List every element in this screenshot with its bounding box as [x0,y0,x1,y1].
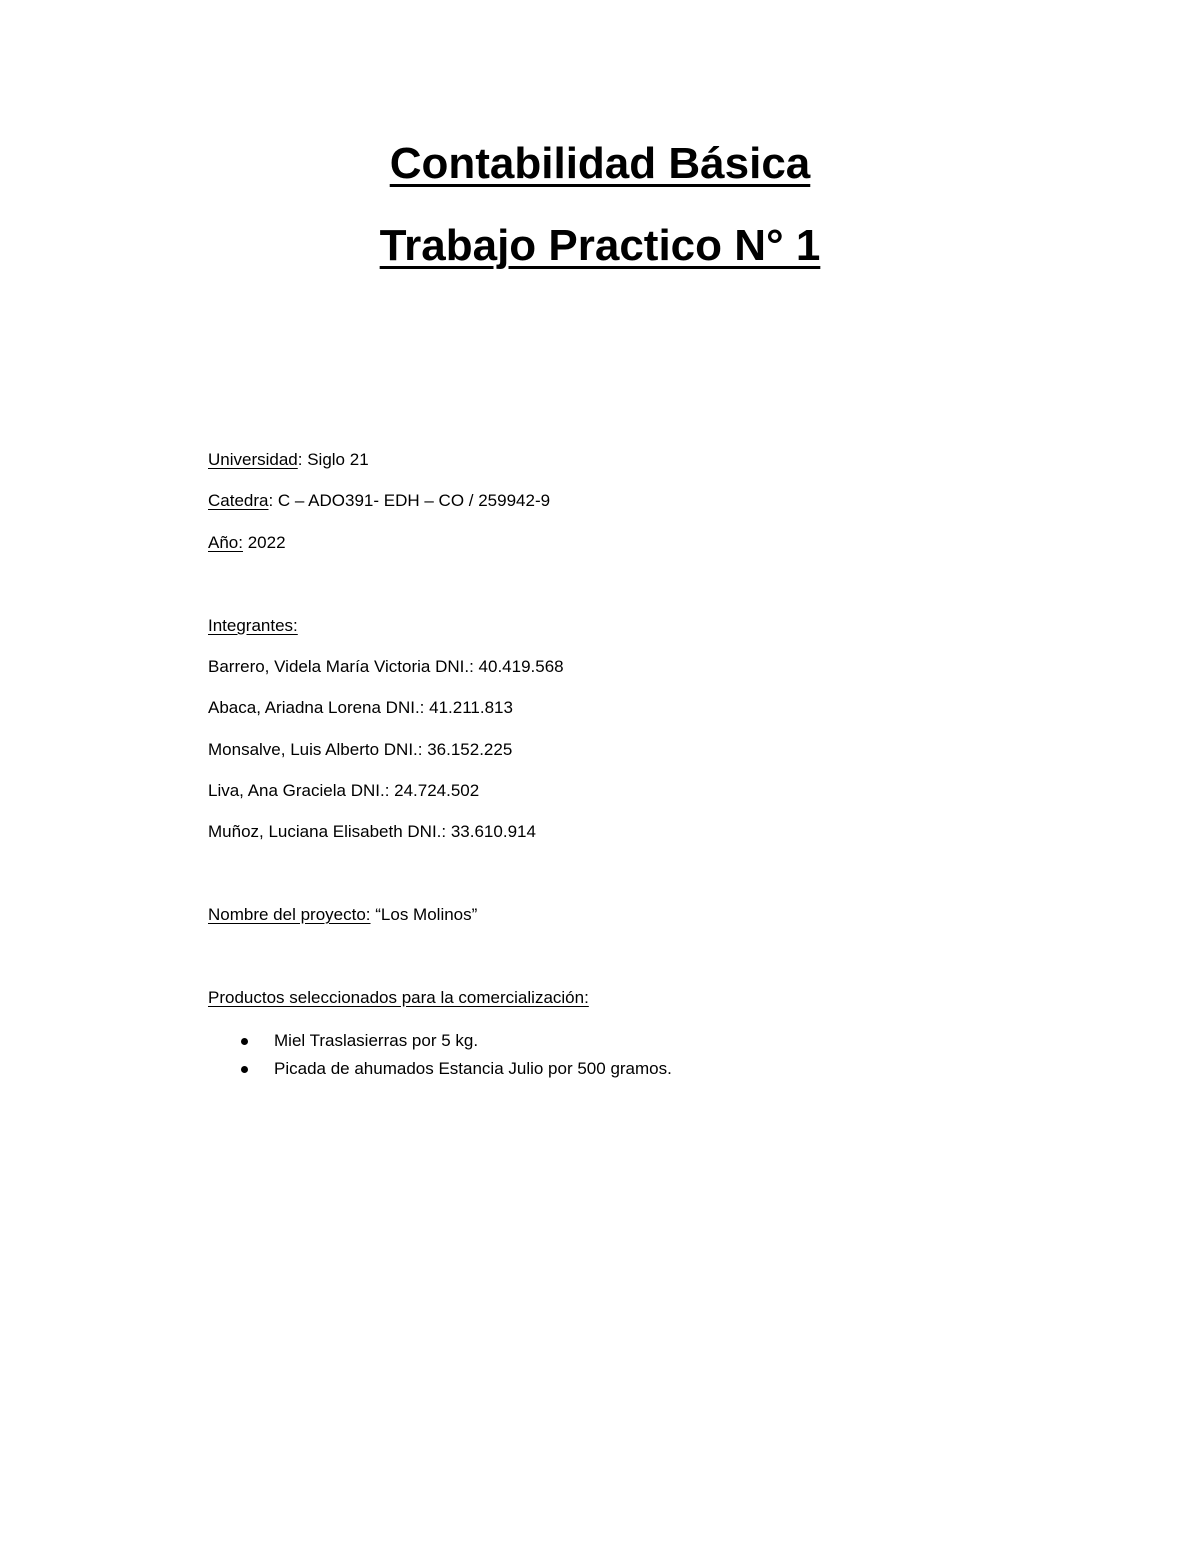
universidad-value: : Siglo 21 [297,450,369,469]
producto-text: Miel Traslasierras por 5 kg. [274,1031,479,1050]
productos-list [238,1029,672,1085]
bullet-icon [241,1038,248,1045]
list-item [238,1029,672,1057]
universidad-line [208,448,369,472]
document-subtitle: Trabajo Practico N° 1 [379,221,821,270]
catedra-value: : C – ADO391- EDH – CO / 259942-9 [268,491,551,510]
producto-text: Picada de ahumados Estancia Julio por 500 gramos. [274,1059,672,1078]
proyecto-value: “Los Molinos” [370,905,478,924]
list-item [238,1057,672,1085]
catedra-label: Catedra [208,491,269,510]
bullet-icon [241,1066,248,1073]
anio-value: 2022 [242,533,286,552]
productos-heading [208,986,589,1010]
anio-line [208,531,286,555]
integrantes-label: Integrantes: [208,616,298,635]
member-item: Liva, Ana Graciela DNI.: 24.724.502 [208,781,480,800]
member-item: Barrero, Videla María Victoria DNI.: 40.419.568 [208,657,564,676]
productos-label: Productos seleccionados para la comercialización: [208,988,589,1007]
member-item: Monsalve, Luis Alberto DNI.: 36.152.225 [208,740,513,759]
proyecto-line [208,903,477,927]
anio-label: Año: [208,533,243,552]
member-item: Abaca, Ariadna Lorena DNI.: 41.211.813 [208,698,513,717]
integrantes-heading [208,614,298,638]
document-title: Contabilidad Básica [389,139,811,188]
catedra-line [208,489,550,513]
universidad-label: Universidad [208,450,298,469]
member-item: Muñoz, Luciana Elisabeth DNI.: 33.610.914 [208,822,536,841]
proyecto-label: Nombre del proyecto: [208,905,371,924]
